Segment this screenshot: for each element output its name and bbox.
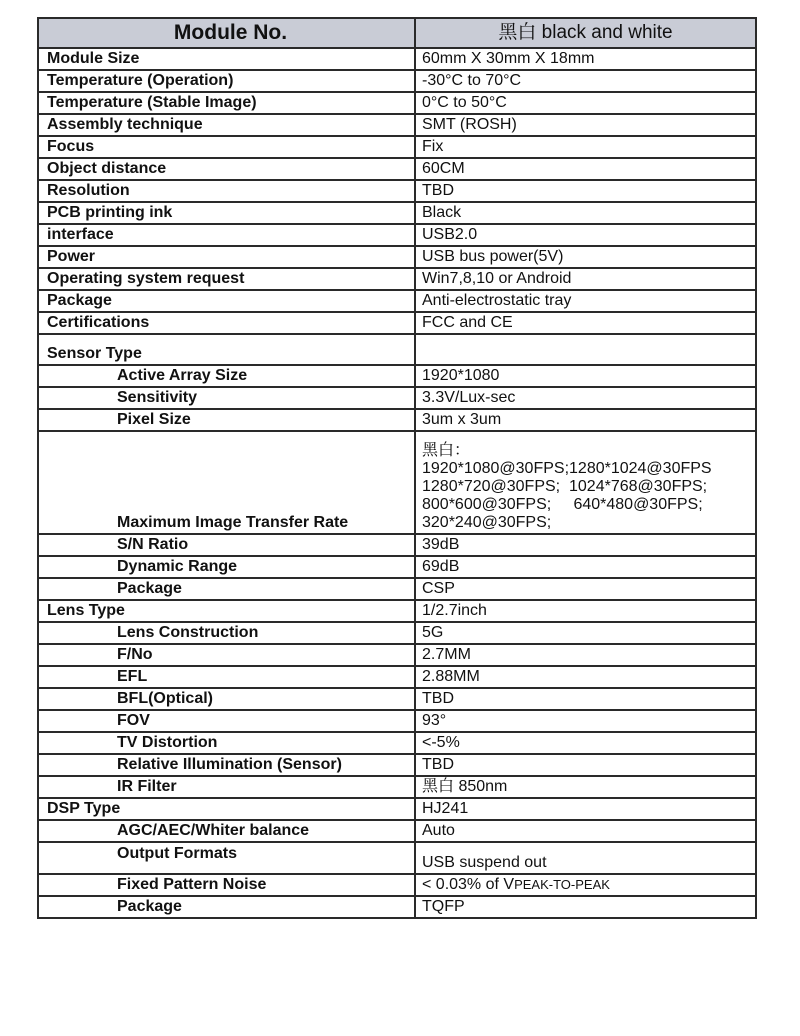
row-value: Fix	[415, 136, 756, 158]
row-label: Temperature (Operation)	[38, 70, 415, 92]
value-line: 320*240@30FPS;	[422, 514, 552, 531]
table-row	[38, 688, 756, 710]
row-value: USB bus power(5V)	[415, 246, 756, 268]
table-row	[38, 556, 756, 578]
row-label: Sensor Type	[38, 334, 415, 365]
table-row	[38, 534, 756, 556]
value-line: 1920*1080@30FPS;1280*1024@30FPS	[422, 460, 712, 477]
row-value: Auto	[415, 820, 756, 842]
row-label: Lens Construction	[38, 622, 415, 644]
table-row	[38, 578, 756, 600]
row-value: SMT (ROSH)	[415, 114, 756, 136]
table-row	[38, 732, 756, 754]
row-label: AGC/AEC/Whiter balance	[38, 820, 415, 842]
table-row	[38, 409, 756, 431]
table-row	[38, 114, 756, 136]
row-value: 60mm X 30mm X 18mm	[415, 48, 756, 70]
row-label: Lens Type	[38, 600, 415, 622]
row-label: Assembly technique	[38, 114, 415, 136]
row-label: Module Size	[38, 48, 415, 70]
row-label: Dynamic Range	[38, 556, 415, 578]
row-value	[415, 334, 756, 365]
row-value: 3.3V/Lux-sec	[415, 387, 756, 409]
row-label: IR Filter	[38, 776, 415, 798]
row-label: Maximum Image Transfer Rate	[38, 431, 415, 534]
table-row	[38, 158, 756, 180]
table-row	[38, 246, 756, 268]
row-value: TQFP	[415, 896, 756, 918]
row-label: Package	[38, 896, 415, 918]
row-value: 5G	[415, 622, 756, 644]
row-label: BFL(Optical)	[38, 688, 415, 710]
header-value: 黑白 black and white	[415, 18, 756, 48]
value-line: 黑白：	[422, 442, 471, 459]
row-label: Pixel Size	[38, 409, 415, 431]
row-value: 1920*1080	[415, 365, 756, 387]
row-label: Resolution	[38, 180, 415, 202]
row-value: Win7,8,10 or Android	[415, 268, 756, 290]
row-value: USB suspend out	[415, 842, 756, 874]
row-value: 2.88MM	[415, 666, 756, 688]
row-label: Sensitivity	[38, 387, 415, 409]
table-row	[38, 290, 756, 312]
table-row	[38, 896, 756, 918]
row-value: <-5%	[415, 732, 756, 754]
row-value: Anti-electrostatic tray	[415, 290, 756, 312]
row-label: Package	[38, 290, 415, 312]
table-row	[38, 387, 756, 409]
row-label: TV Distortion	[38, 732, 415, 754]
table-row	[38, 365, 756, 387]
row-value-multiline	[415, 431, 756, 534]
row-label: Package	[38, 578, 415, 600]
table-row	[38, 754, 756, 776]
row-value: 1/2.7inch	[415, 600, 756, 622]
table-row	[38, 600, 756, 622]
table-row	[38, 136, 756, 158]
row-value: HJ241	[415, 798, 756, 820]
row-label: interface	[38, 224, 415, 246]
row-label: Operating system request	[38, 268, 415, 290]
table-row	[38, 644, 756, 666]
value-text: < 0.03% of V	[422, 876, 515, 893]
row-label: F/No	[38, 644, 415, 666]
row-label: EFL	[38, 666, 415, 688]
header-label: Module No.	[38, 18, 415, 48]
row-label: S/N Ratio	[38, 534, 415, 556]
table-row	[38, 820, 756, 842]
table-row	[38, 666, 756, 688]
row-value: 93°	[415, 710, 756, 732]
table-row	[38, 842, 756, 874]
row-value: USB2.0	[415, 224, 756, 246]
table-row	[38, 70, 756, 92]
row-label: Power	[38, 246, 415, 268]
row-label: Active Array Size	[38, 365, 415, 387]
value-line: 800*600@30FPS; 640*480@30FPS;	[422, 496, 703, 513]
row-value: 0°C to 50°C	[415, 92, 756, 114]
row-label: Fixed Pattern Noise	[38, 874, 415, 896]
table-header-row	[38, 18, 756, 48]
row-value: CSP	[415, 578, 756, 600]
table-row	[38, 180, 756, 202]
spec-table	[37, 17, 757, 919]
row-value: 60CM	[415, 158, 756, 180]
table-row	[38, 710, 756, 732]
row-label: Relative Illumination (Sensor)	[38, 754, 415, 776]
table-row	[38, 776, 756, 798]
table-row	[38, 312, 756, 334]
row-label: DSP Type	[38, 798, 415, 820]
table-row	[38, 874, 756, 896]
row-label: Output Formats	[38, 842, 415, 874]
table-row	[38, 334, 756, 365]
row-value: 69dB	[415, 556, 756, 578]
row-value: -30°C to 70°C	[415, 70, 756, 92]
row-value: 39dB	[415, 534, 756, 556]
table-row	[38, 798, 756, 820]
value-line: 1280*720@30FPS; 1024*768@30FPS;	[422, 478, 708, 495]
row-value	[415, 874, 756, 896]
table-row	[38, 224, 756, 246]
row-label: FOV	[38, 710, 415, 732]
row-label: Object distance	[38, 158, 415, 180]
row-label: PCB printing ink	[38, 202, 415, 224]
row-label: Certifications	[38, 312, 415, 334]
table-row	[38, 202, 756, 224]
table-row	[38, 622, 756, 644]
row-value: TBD	[415, 754, 756, 776]
row-value: 黑白 850nm	[415, 776, 756, 798]
table-row	[38, 431, 756, 534]
table-row	[38, 92, 756, 114]
row-value: 3um x 3um	[415, 409, 756, 431]
row-label: Temperature (Stable Image)	[38, 92, 415, 114]
row-value: FCC and CE	[415, 312, 756, 334]
row-value: 2.7MM	[415, 644, 756, 666]
table-row	[38, 268, 756, 290]
row-label: Focus	[38, 136, 415, 158]
row-value: TBD	[415, 180, 756, 202]
table-row	[38, 48, 756, 70]
row-value: Black	[415, 202, 756, 224]
value-suffix: PEAK-TO-PEAK	[514, 877, 610, 892]
row-value: TBD	[415, 688, 756, 710]
